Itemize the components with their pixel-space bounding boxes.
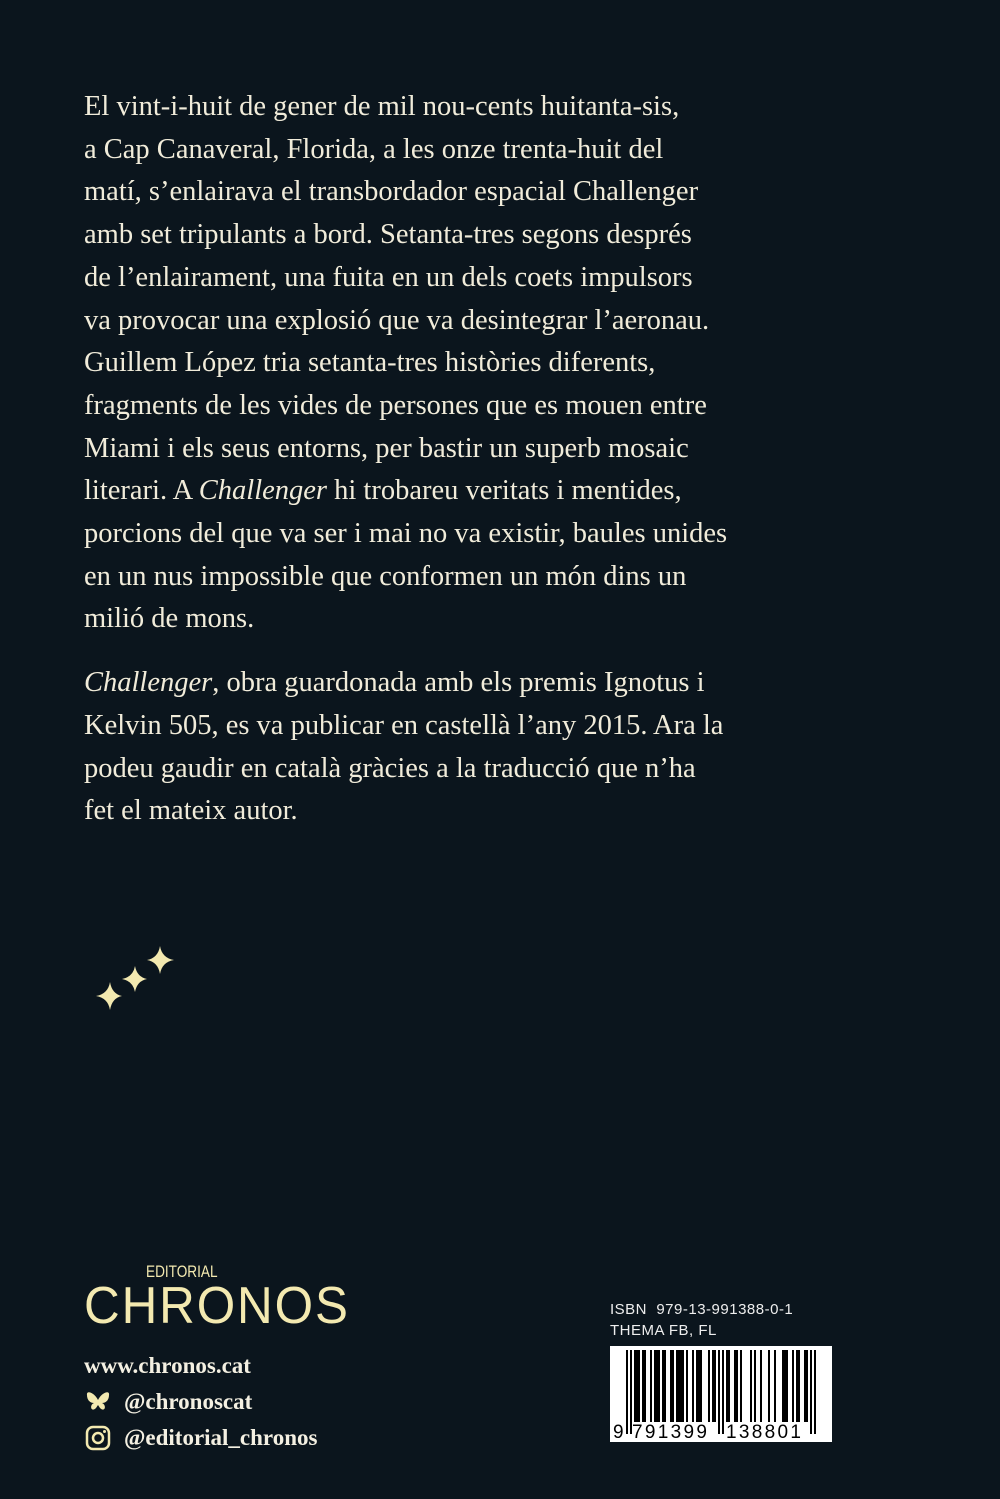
barcode-bar [658,1350,660,1422]
logo-editorial-text: EDITORIAL [146,1262,218,1281]
barcode-bar [650,1350,652,1422]
barcode-bar [718,1350,720,1434]
publisher-logo [84,1262,350,1347]
barcode-digits: 138801 [726,1422,804,1442]
bluesky-row [84,1384,317,1420]
barcode-bar [662,1350,664,1422]
barcode-bar [664,1350,666,1422]
text-line: en un nus impossible que conformen un món dins un [84,560,687,592]
text-line: fet el mateix autor. [84,795,298,827]
barcode-bar [654,1350,656,1422]
barcode-bar [714,1350,716,1422]
isbn-barcode [610,1346,832,1442]
barcode-bar [708,1350,710,1422]
barcode-bar [692,1350,694,1422]
barcode-bar [670,1350,672,1422]
text-line: de l’enlairament, una fuita en un dels coets impulsors [84,261,693,293]
thema-codes: THEMA FB, FL [610,1322,717,1339]
text-fragment: literari. A [84,475,199,507]
text-line: milió de mons. [84,603,255,635]
instagram-handle[interactable]: @editorial_chronos [124,1425,318,1450]
text-line: a Cap Canaveral, Florida, a les onze trenta-huit del [84,133,664,165]
barcode-bar [676,1350,678,1422]
sparkle-icon [122,966,147,992]
barcode-bar [796,1350,798,1422]
barcode-bar [798,1350,800,1422]
barcode-bar [722,1350,724,1434]
barcode-bar [686,1350,688,1422]
barcode-bar [754,1350,756,1422]
barcode-bar [736,1350,738,1422]
barcode-bar [760,1350,762,1422]
book-title-italic: Challenger [84,667,213,699]
website-row [84,1348,317,1384]
text-line: amb set tripulants a bord. Setanta-tres segons després [84,219,692,251]
sparkle-icon [96,982,122,1010]
barcode-bar [726,1350,728,1422]
text-line: fragments de les vides de persones que es mouen entre [84,389,707,421]
sparkle-icon [147,946,174,974]
barcode-bar [792,1350,794,1422]
barcode-bar [814,1350,816,1434]
text-line: va provocar una explosió que va desintegrar l’aeronau. [84,304,710,336]
barcode-bar [804,1350,806,1422]
text-line: Miami i els seus entorns, per bastir un superb mosaic [84,432,689,464]
text-fragment: , obra guardonada amb els premis Ignotus i [212,667,705,699]
sparkle-stars-icon [90,940,180,1020]
barcode-bar [672,1350,674,1422]
text-line [84,470,844,513]
barcode-bar [642,1350,644,1422]
barcode-bar [626,1350,628,1434]
barcode-bar [740,1350,742,1422]
barcode-bar [678,1350,680,1422]
instagram-icon [84,1424,112,1452]
instagram-row [84,1420,317,1456]
barcode-bar [806,1350,808,1422]
text-line: podeu gaudir en català gràcies a la traducció que n’ha [84,752,696,784]
barcode-bar [634,1350,636,1422]
barcode-bars [610,1346,832,1442]
barcode-bar [682,1350,684,1422]
barcode-bar [786,1350,788,1422]
barcode-digits: 791399 [632,1422,710,1442]
publisher-contacts [84,1348,317,1456]
logo-chronos-text: CHRONOS [84,1277,350,1335]
barcode-bar [696,1350,698,1422]
barcode-bar [750,1350,752,1422]
barcode-bar [768,1350,770,1422]
paragraph-1 [84,86,844,641]
barcode-bar [774,1350,776,1422]
barcode-bar [644,1350,646,1422]
book-title-italic: Challenger [198,475,328,507]
text-line: Kelvin 505, es va publicar en castellà l’any 2015. Ara la [84,709,724,741]
butterfly-icon [84,1388,112,1416]
barcode-bar [734,1350,736,1422]
barcode-bar [782,1350,784,1422]
barcode-bar [700,1350,702,1422]
text-line: Guillem López tria setanta-tres històries diferents, [84,347,656,379]
isbn-number: ISBN 979-13-991388-0-1 [610,1301,794,1318]
isbn-block [610,1299,793,1341]
barcode-bar [698,1350,700,1422]
barcode-bar [712,1350,714,1422]
text-line [84,662,844,705]
text-line: porcions del que va ser i mai no va existir, baules unides [84,518,728,550]
text-line: matí, s’enlairava el transbordador espacial Challenger [84,176,699,208]
website-link[interactable]: www.chronos.cat [84,1353,251,1378]
text-fragment: hi trobareu veritats i mentides, [327,475,682,507]
barcode-bar [638,1350,640,1422]
barcode-digits: 9 [613,1422,626,1442]
barcode-bar [680,1350,682,1422]
barcode-bar [656,1350,658,1422]
text-line: El vint-i-huit de gener de mil nou-cents huitanta-sis, [84,91,680,122]
barcode-bar [636,1350,638,1422]
barcode-bar [728,1350,730,1422]
paragraph-2 [84,662,844,833]
bluesky-handle[interactable]: @chronoscat [124,1389,253,1414]
barcode-bar [784,1350,786,1422]
back-cover-blurb [84,86,844,854]
barcode-bar [810,1350,812,1434]
